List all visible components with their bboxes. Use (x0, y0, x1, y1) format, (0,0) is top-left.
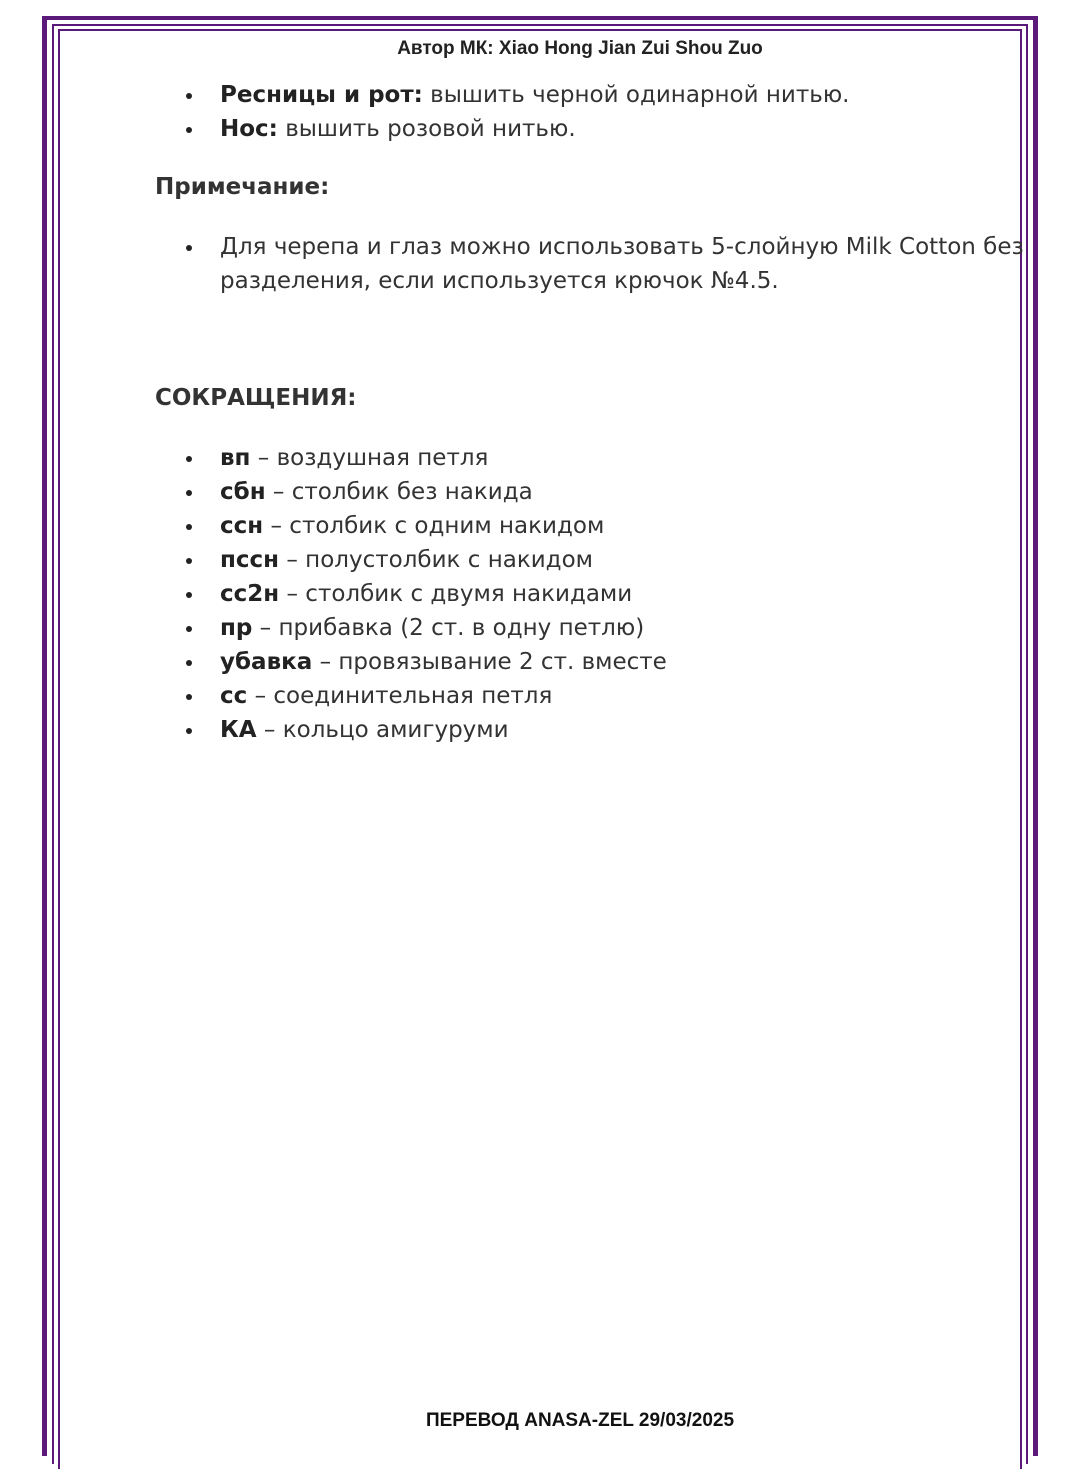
bullet-icon (186, 524, 192, 530)
list-item-text: вышить розовой нитью. (277, 116, 576, 142)
bullet-icon (186, 245, 192, 251)
list-item-term: Ресницы и рот: (220, 82, 423, 108)
list-item (180, 509, 667, 543)
list-item-text: – соединительная петля (247, 683, 553, 709)
list-item-term: вп (220, 445, 251, 471)
list-item (180, 543, 667, 577)
list-item-term: сс (220, 683, 248, 709)
list-item-term: сс2н (220, 581, 280, 607)
bullet-icon (186, 660, 192, 666)
bullet-icon (186, 592, 192, 598)
bullet-icon (186, 728, 192, 734)
list-item-text: – провязывание 2 ст. вместе (312, 649, 667, 675)
list-item-text: – полустолбик с накидом (279, 547, 594, 573)
list-item-text: – прибавка (2 ст. в одну петлю) (252, 615, 645, 641)
list-item (180, 577, 667, 611)
author-header: Автор МК: Xiao Hong Jian Zui Shou Zuo (397, 38, 763, 59)
list-item-text: – кольцо амигуруми (256, 717, 509, 743)
list-item-text: – столбик с одним накидом (263, 513, 605, 539)
note-heading: Примечание: (155, 174, 330, 200)
bullet-icon (186, 694, 192, 700)
list-item-term: КА (220, 717, 257, 743)
list-item (180, 441, 667, 475)
list-item (180, 645, 667, 679)
bullet-icon (186, 456, 192, 462)
note-list (180, 230, 1040, 298)
bullet-icon (186, 490, 192, 496)
list-item (180, 78, 850, 112)
list-item (180, 112, 850, 146)
list-item (180, 611, 667, 645)
list-item-term: ссн (220, 513, 264, 539)
abbreviations-list (180, 441, 667, 747)
list-item (180, 475, 667, 509)
list-item-term: пссн (220, 547, 280, 573)
list-item (180, 679, 667, 713)
bullet-icon (186, 626, 192, 632)
list-item (180, 230, 1040, 298)
translator-footer: ПЕРЕВОД ANASA-ZEL 29/03/2025 (425, 1410, 735, 1431)
list-item-text: Для черепа и глаз можно использовать 5-слойную Milk Cotton без разделения, если используется крючок №4.5. (220, 234, 1024, 294)
bullet-icon (186, 558, 192, 564)
list-item-text: – воздушная петля (250, 445, 489, 471)
list-item-text: вышить черной одинарной нитью. (422, 82, 850, 108)
abbreviations-heading: СОКРАЩЕНИЯ: (155, 385, 357, 411)
embroidery-list (180, 78, 850, 146)
list-item-text: – столбик с двумя накидами (279, 581, 633, 607)
bullet-icon (186, 127, 192, 133)
list-item (180, 713, 667, 747)
bullet-icon (186, 93, 192, 99)
list-item-term: Нос: (220, 116, 278, 142)
list-item-term: пр (220, 615, 253, 641)
list-item-term: сбн (220, 479, 266, 505)
list-item-term: убавка (220, 649, 313, 675)
list-item-text: – столбик без накида (265, 479, 533, 505)
